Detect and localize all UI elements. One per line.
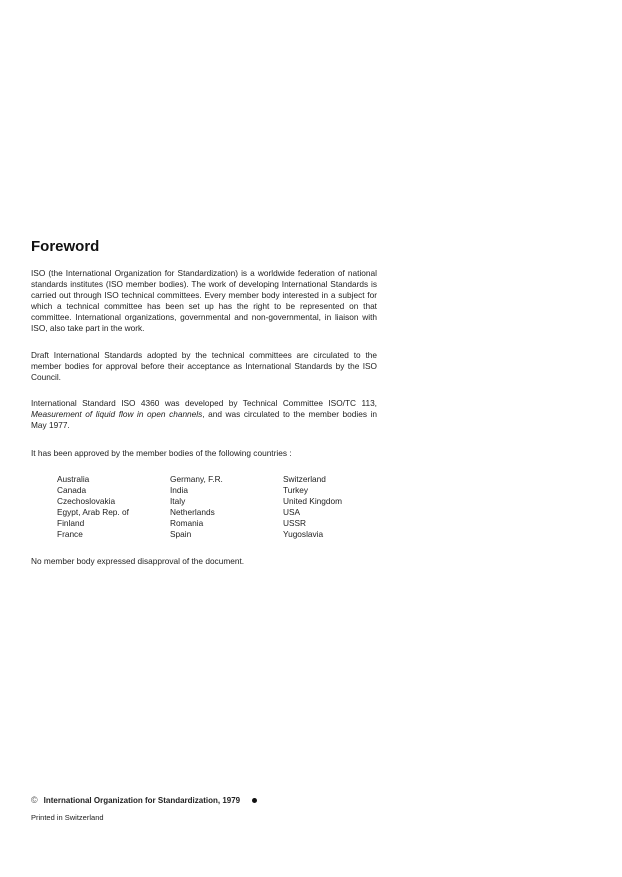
foreword-heading: Foreword bbox=[31, 238, 100, 255]
country-item: France bbox=[57, 529, 83, 539]
country-item: Romania bbox=[170, 518, 204, 528]
development-text-end: , and was circulated to the member bodies in May 1977. bbox=[31, 409, 377, 430]
country-item: USSR bbox=[283, 518, 307, 528]
countries-column-3 bbox=[283, 474, 377, 540]
bullet-icon bbox=[252, 798, 257, 803]
printed-in-note: Printed in Switzerland bbox=[31, 813, 104, 822]
countries-column-1 bbox=[57, 474, 170, 540]
country-item: Canada bbox=[57, 485, 87, 495]
copyright-text: International Organization for Standardization, 1979 bbox=[43, 795, 241, 805]
country-item: Egypt, Arab Rep. of bbox=[57, 507, 129, 517]
copyright-line bbox=[31, 795, 257, 805]
country-item: Finland bbox=[57, 518, 85, 528]
country-item: India bbox=[170, 485, 188, 495]
member-countries-list bbox=[57, 474, 377, 540]
country-item: USA bbox=[283, 507, 301, 517]
country-item: Czechoslovakia bbox=[57, 496, 116, 506]
country-item: Spain bbox=[170, 529, 192, 539]
country-item: Turkey bbox=[283, 485, 309, 495]
foreword-paragraph-iso-federation: ISO (the International Organization for Standardization) is a worldwide federation of national standards institutes (ISO member bodies). The work of developing International Standards is carried out through ISO technical committees. Every member body interested in a subject for which a technical committee has been set up has the right to be represented on that committee. International organizations, governmental and non-governmental, in liaison with ISO, also take part in the work. bbox=[31, 268, 377, 333]
country-item: Italy bbox=[170, 496, 186, 506]
foreword-paragraph-development bbox=[31, 398, 377, 431]
foreword-paragraph-approval: It has been approved by the member bodies of the following countries : bbox=[31, 448, 292, 458]
development-text-start: International Standard ISO 4360 was developed by Technical Committee ISO/TC 113, bbox=[31, 398, 377, 408]
country-item: Australia bbox=[57, 474, 90, 484]
country-item: Germany, F.R. bbox=[170, 474, 223, 484]
copyright-symbol: © bbox=[31, 795, 38, 805]
country-item: Yugoslavia bbox=[283, 529, 324, 539]
foreword-paragraph-draft-standards: Draft International Standards adopted by the technical committees are circulated to the member bodies for approval before their acceptance as International Standards by the ISO Council. bbox=[31, 350, 377, 382]
country-item: United Kingdom bbox=[283, 496, 343, 506]
country-item: Switzerland bbox=[283, 474, 326, 484]
country-item: Netherlands bbox=[170, 507, 215, 517]
development-title-italic: Measurement of liquid flow in open channels bbox=[31, 409, 203, 419]
countries-column-2 bbox=[170, 474, 283, 540]
foreword-paragraph-no-disapproval: No member body expressed disapproval of the document. bbox=[31, 556, 245, 566]
